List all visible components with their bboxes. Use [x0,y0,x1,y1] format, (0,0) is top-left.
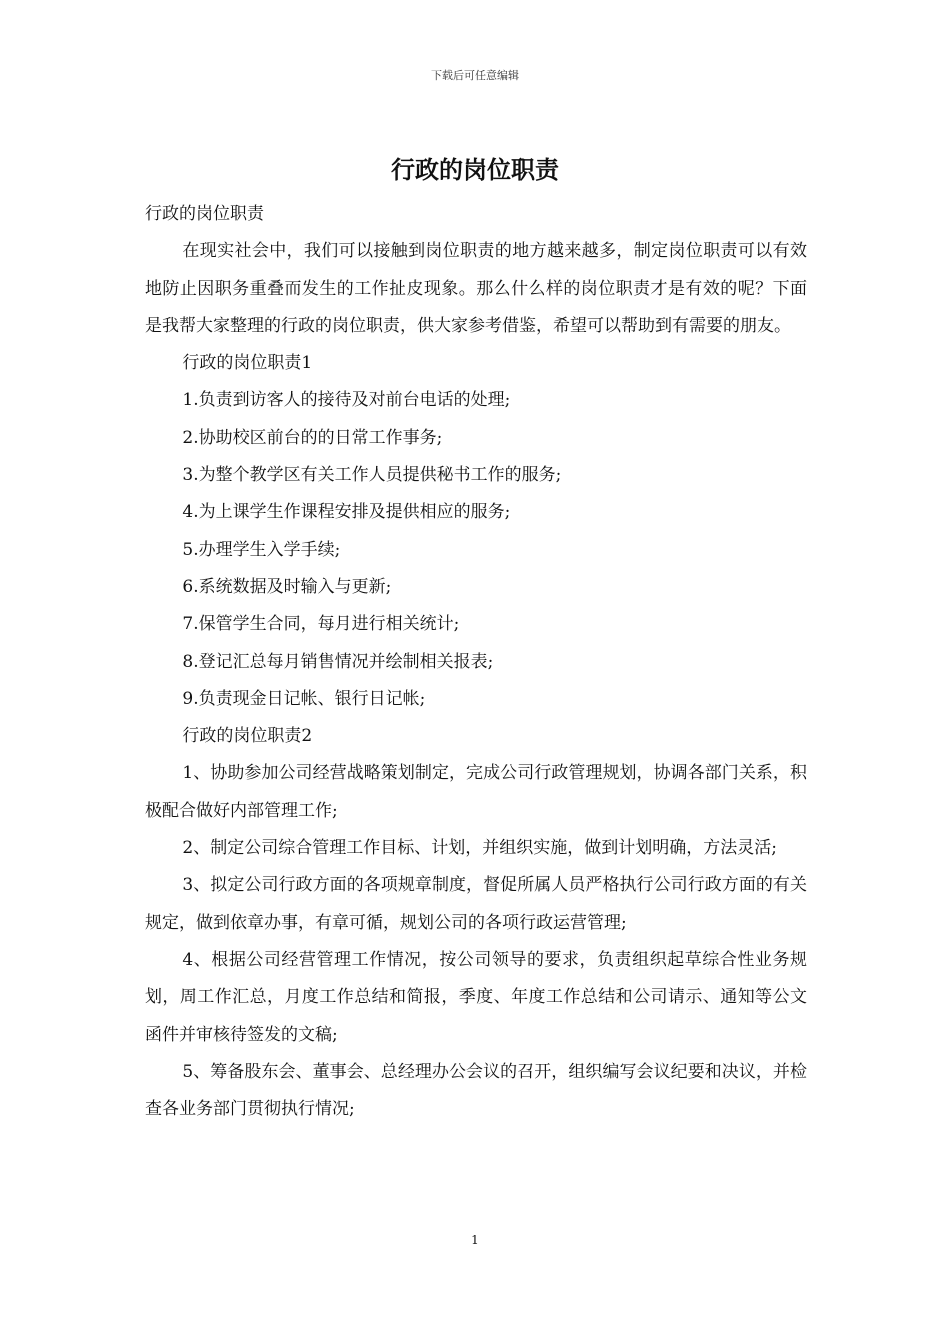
page-number: 1 [471,1233,479,1247]
duty-item: 4、根据公司经营管理工作情况，按公司领导的要求，负责组织起草综合性业务规划，周工作汇总，月度工作总结和简报，季度、年度工作总结和公司请示、通知等公文函件并审核待签发的文稿; [145,949,807,1045]
duty-item: 2.协助校区前台的的日常工作事务; [182,427,443,448]
intro-paragraph: 在现实社会中，我们可以接触到岗位职责的地方越来越多，制定岗位职责可以有效地防止因职务重叠而发生的工作扯皮现象。那么什么样的岗位职责才是有效的呢？下面是我帮大家整理的行政的岗位职责，供大家参考借鉴，希望可以帮助到有需要的朋友。 [145,241,807,336]
document-title: 行政的岗位职责 [391,155,559,184]
section-heading-2: 行政的岗位职责2 [182,726,313,747]
duty-item: 9.负责现金日记帐、银行日记帐; [182,688,426,709]
duty-item: 2、制定公司综合管理工作目标、计划，并组织实施，做到计划明确，方法灵活; [182,838,777,859]
duty-item: 6.系统数据及时输入与更新; [182,576,392,597]
duty-item: 8.登记汇总每月销售情况并绘制相关报表; [182,651,494,672]
duty-item: 1、协助参加公司经营战略策划制定，完成公司行政管理规划，协调各部门关系，积极配合做好内部管理工作; [145,763,807,821]
duty-item: 1.负责到访客人的接待及对前台电话的处理; [182,390,511,411]
document-body [145,196,807,1128]
duty-item: 3.为整个教学区有关工作人员提供秘书工作的服务; [182,465,562,486]
duty-item: 3、拟定公司行政方面的各项规章制度，督促所属人员严格执行公司行政方面的有关规定，做到依章办事，有章可循，规划公司的各项行政运营管理; [145,875,807,933]
duty-item: 5、筹备股东会、董事会、总经理办公会议的召开，组织编写会议纪要和决议，并检查各业务部门贯彻执行情况; [145,1061,807,1120]
header-note: 下载后可任意编辑 [431,69,519,82]
duty-item: 5.办理学生入学手续; [182,539,341,560]
section-heading-1: 行政的岗位职责1 [182,353,313,374]
duty-item: 7.保管学生合同，每月进行相关统计; [182,614,460,635]
section-subtitle: 行政的岗位职责 [145,204,264,224]
duty-item: 4.为上课学生作课程安排及提供相应的服务; [182,502,511,523]
